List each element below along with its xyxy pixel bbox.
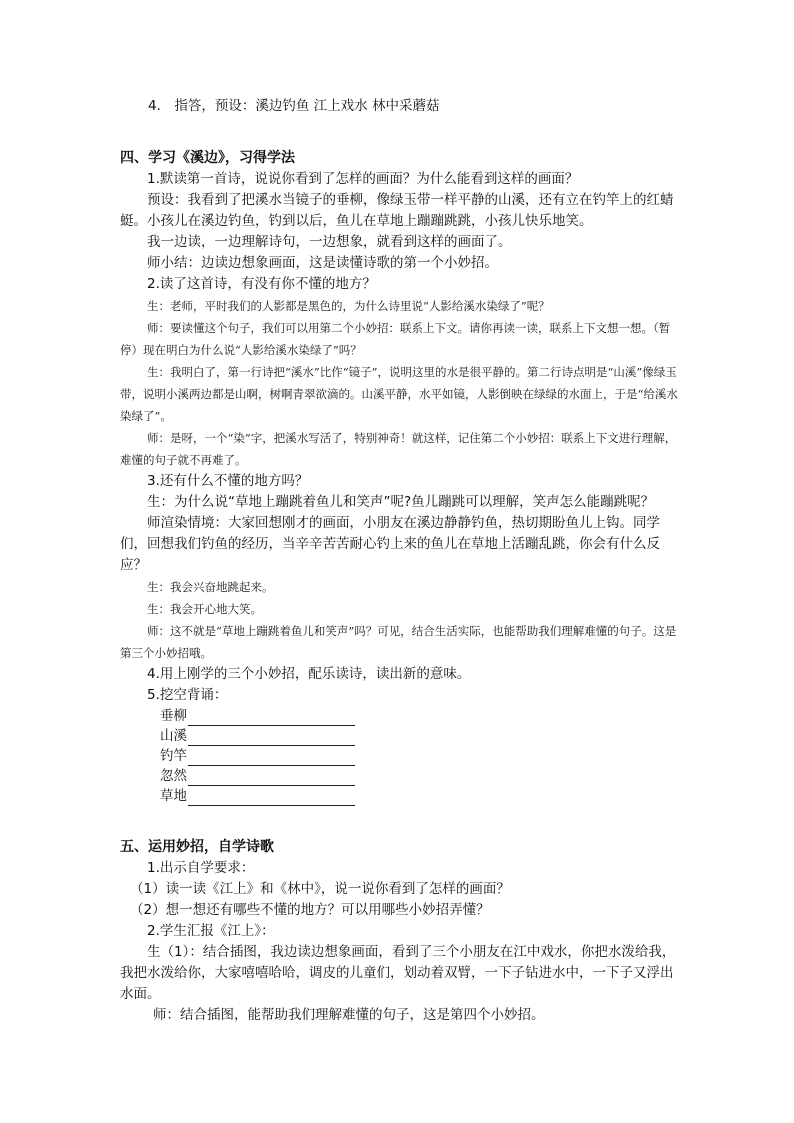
s4-read-think: 我一边读，一边理解诗句，一边想象，就看到这样的画面了。 — [147, 234, 512, 250]
s4-teacher-summary: 师小结：边读边想象画面，这是读懂诗歌的第一个小妙招。 — [147, 255, 498, 271]
blank-label: 山溪 — [160, 728, 187, 744]
spacer — [120, 117, 680, 147]
blank-label: 草地 — [160, 788, 187, 804]
s4-student-4: 生：我会兴奋地跳起来。 — [147, 580, 274, 594]
s4-question-1: 1.默读第一首诗，说说你看到了怎样的画面？为什么能看到这样的画面？ — [147, 171, 579, 187]
blank-row — [120, 786, 680, 806]
s4-teacher-2: 师：是呀，一个“染”字，把溪水写活了，特别神奇！就这样，记住第二个小妙招：联系上下文进行理解，难懂的句子就不再难了。 — [120, 431, 677, 467]
s5-requirement-2: （2）想一想还有哪些不懂的地方？可以用哪些小妙招弄懂？ — [130, 902, 490, 918]
s4-question-5: 5.挖空背诵： — [147, 687, 228, 703]
s5-teacher-1: 师：结合插图，能帮助我们理解难懂的句子，这是第四个小妙招。 — [153, 1007, 545, 1023]
section-4-heading: 四、学习《溪边》，习得学法 — [120, 150, 295, 166]
blank-row — [120, 726, 680, 746]
s4-question-3: 3.还有什么不懂的地方吗？ — [147, 473, 309, 489]
s4-student-5: 生：我会开心地大笑。 — [147, 602, 262, 616]
fill-blank-line — [188, 730, 355, 746]
blank-label: 钓竿 — [160, 748, 187, 764]
fill-blank-line — [188, 750, 355, 766]
blank-row — [120, 746, 680, 766]
fill-blank-line — [188, 710, 355, 726]
s4-teacher-1: 师：要读懂这个句子，我们可以用第二个小妙招：联系上下文。请你再读一读，联系上下文想一想。（暂停）现在明白为什么说“人影给溪水染绿了”吗？ — [120, 321, 671, 357]
s4-question-4: 4.用上刚学的三个小妙招，配乐读诗，读出新的意味。 — [147, 666, 471, 682]
s5-student-1: 生（1）：结合插图，我边读边想象画面，看到了三个小朋友在江中戏水，你把水泼给我，我把水泼给你，大家嘻嘻哈哈，调皮的儿童们，划动着双臂，一下子钻进水中，一下子又浮出水面。 — [120, 944, 676, 1002]
s4-student-1: 生：老师，平时我们的人影都是黑色的，为什么诗里说“人影给溪水染绿了”呢？ — [147, 299, 550, 313]
section-5-heading: 五、运用妙招，自学诗歌 — [120, 839, 274, 855]
blank-row — [120, 706, 680, 726]
item-4-answer: 4. 指答，预设：溪边钓鱼 江上戏水 林中采蘑菇 — [148, 98, 440, 114]
s4-preset-answer: 预设：我看到了把溪水当镜子的垂柳，像绿玉带一样平静的山溪，还有立在钓竿上的红蜻蜓。小孩儿在溪边钓鱼，钓到以后，鱼儿在草地上蹦蹦跳跳，小孩儿快乐地笑。 — [120, 192, 674, 229]
s4-student-2: 生：我明白了，第一行诗把“溪水”比作“镜子”，说明这里的水是很平静的。第二行诗点明是“山溪”像绿玉带，说明小溪两边都是山啊，树啊青翠欲滴的。山溪平静，水平如镜，人影倒映在绿绿的水面上，于是“给溪水染绿了”。 — [120, 365, 678, 423]
spacer — [120, 806, 680, 836]
fill-blank-line — [188, 790, 355, 806]
blank-label: 垂柳 — [160, 708, 187, 724]
document-content — [120, 96, 680, 1026]
s4-teacher-4: 师：这不就是“草地上蹦跳着鱼儿和笑声”吗？可见，结合生活实际，也能帮助我们理解难懂的句子。这是第三个小妙招哦。 — [120, 624, 677, 660]
s4-student-3: 生：为什么说“草地上蹦跳着鱼儿和笑声”呢?鱼儿蹦跳可以理解，笑声怎么能蹦跳呢？ — [147, 494, 655, 510]
blank-row — [120, 766, 680, 786]
fill-blank-line — [188, 770, 355, 786]
s5-question-2: 2.学生汇报《江上》： — [147, 923, 275, 939]
s4-question-2: 2.读了这首诗，有没有你不懂的地方？ — [147, 276, 376, 292]
s4-teacher-3: 师渲染情境：大家回想刚才的画面，小朋友在溪边静静钓鱼，热切期盼鱼儿上钩。同学们，回想我们钓鱼的经历，当辛辛苦苦耐心钓上来的鱼儿在草地上活蹦乱跳，你会有什么反应？ — [120, 515, 660, 573]
s5-question-1: 1.出示自学要求： — [147, 860, 255, 876]
blank-label: 忽然 — [160, 768, 187, 784]
recitation-blanks — [120, 706, 680, 806]
s5-requirement-1: （1）读一读《江上》和《林中》，说一说你看到了怎样的画面？ — [130, 881, 510, 897]
